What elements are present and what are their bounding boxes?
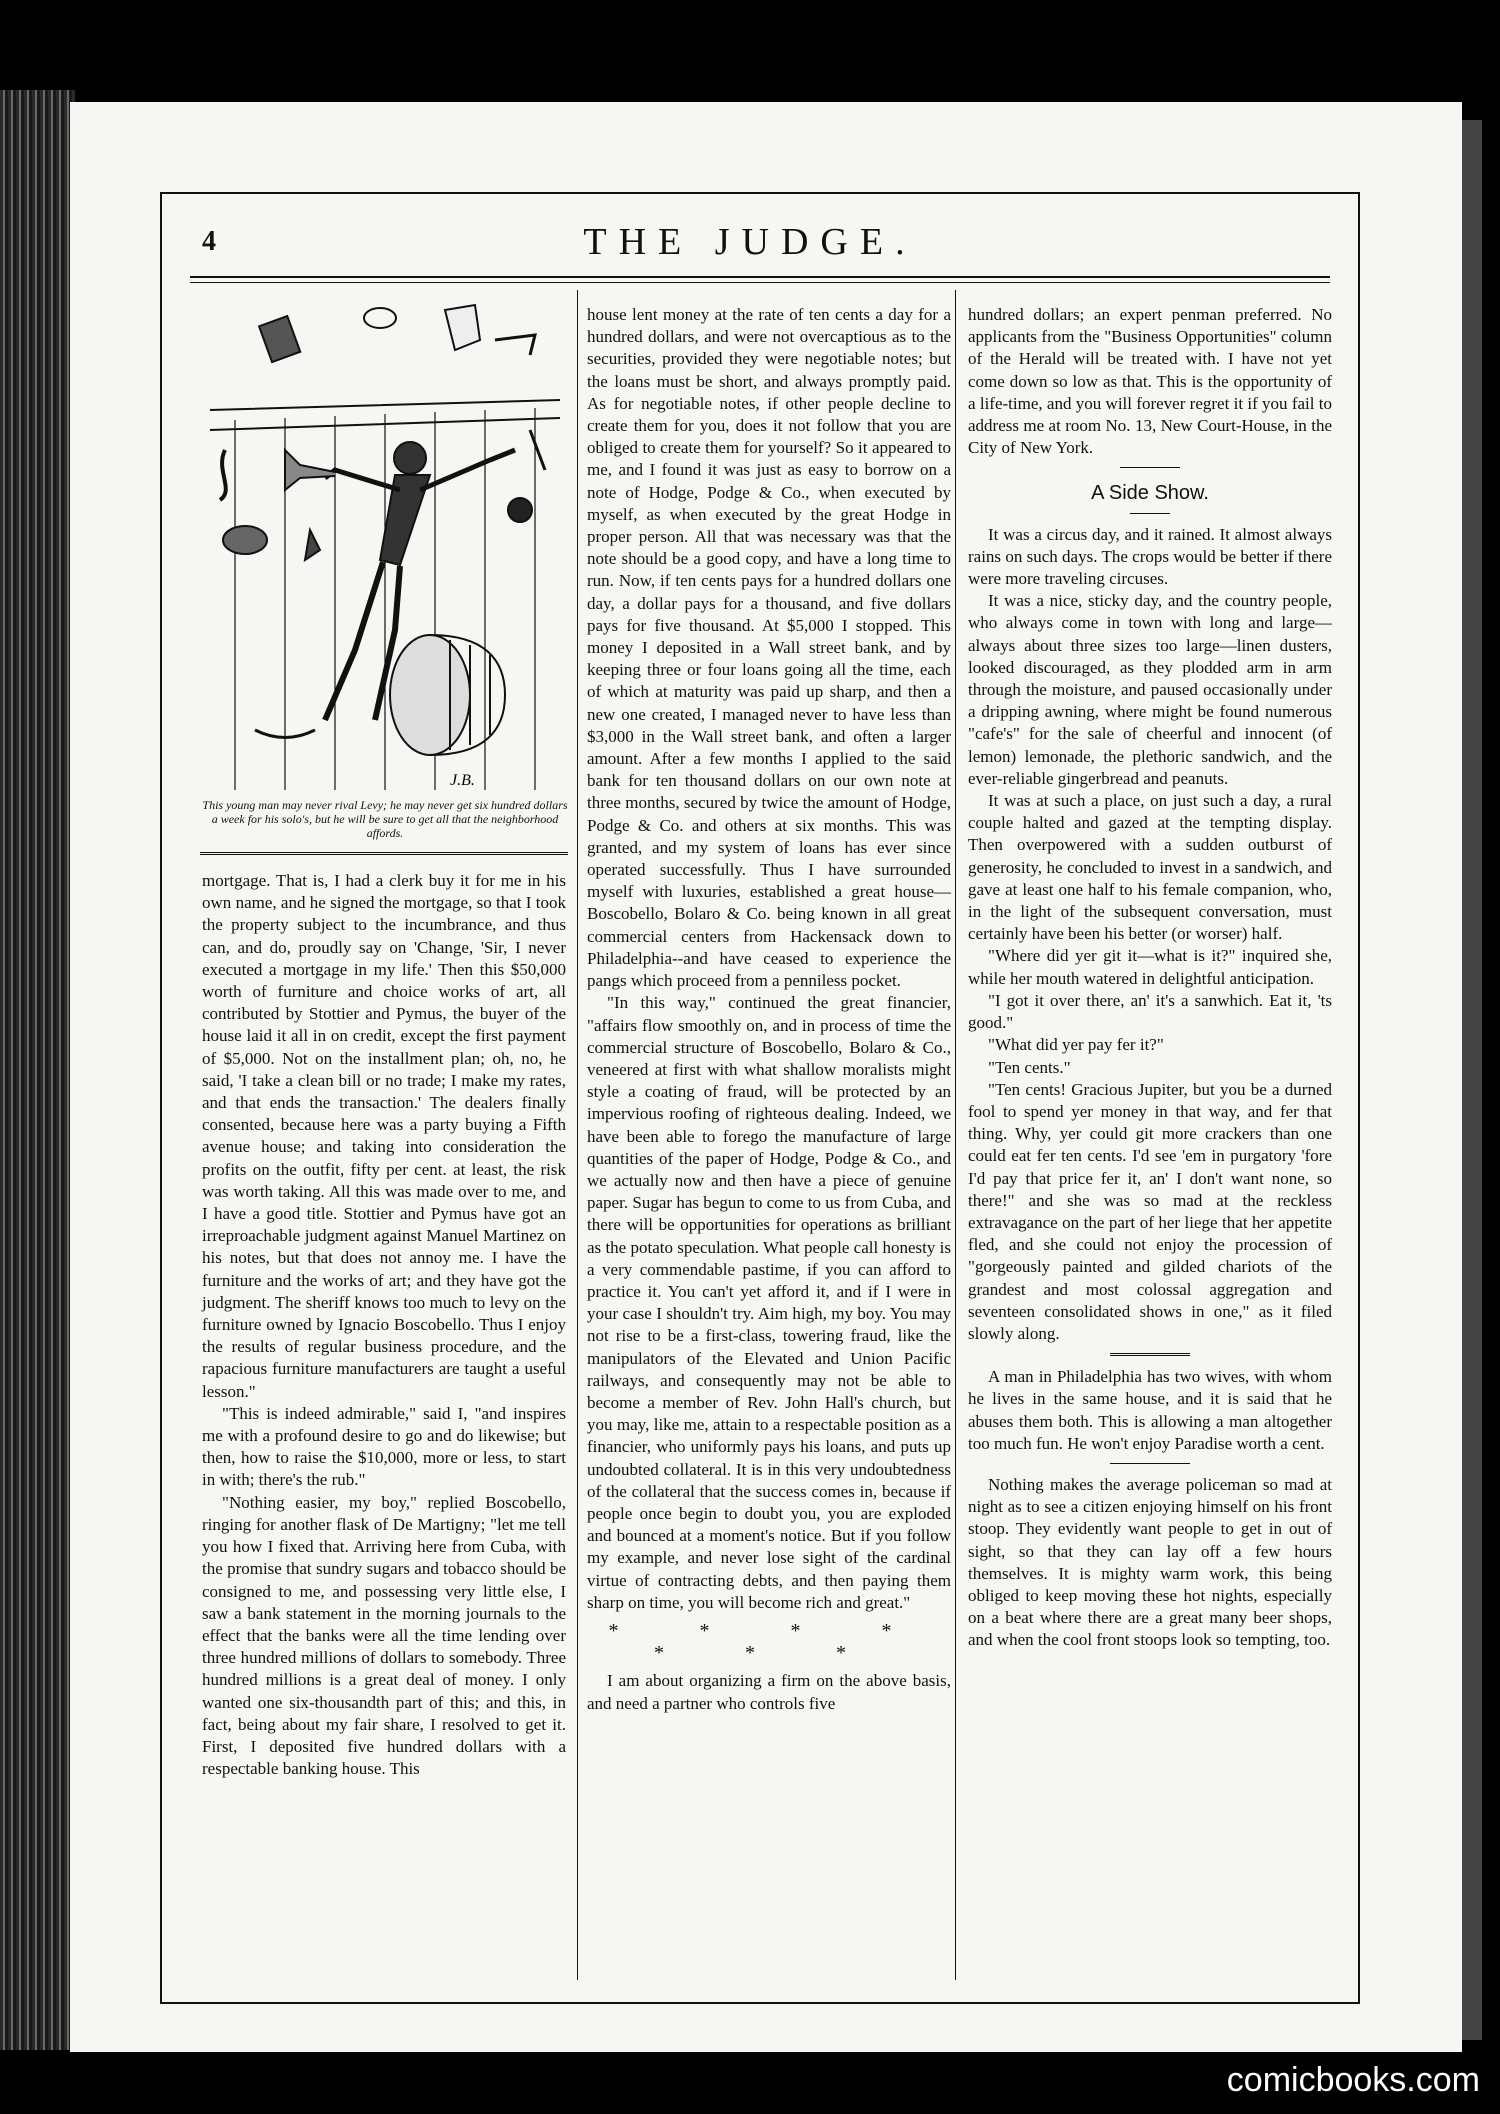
side-show-paragraph: "Ten cents." (988, 1057, 1071, 1077)
book-edge (0, 90, 75, 2050)
side-show-paragraph: It was a circus day, and it rained. It almost always rains on such days. The crops would be better if there were more traveling circuses. (968, 524, 1332, 589)
side-show-paragraph: "I got it over there, an' it's a sanwhich. Eat it, 'ts good." (968, 990, 1332, 1033)
caption-rule (200, 852, 568, 855)
col1-paragraph: "Nothing easier, my boy," replied Boscobello, ringing for another flask of De Martigny; "let me tell you how I fixed that. Arriving here from Cuba, with the promise that sundry sugars and tobacco should be consigned to me, and possessing very little else, I saw a bank statement in the morning journals to the effect that the banks were all the time lending over three hundred millions of dollars to somebody. Three hundred millions is a great deal of money. I only wanted one six-thousandth part of this; and this, in fact, being about my fair share, I resolved to get it. First, I deposited five hundred dollars with a respectable banking house. This (202, 1492, 566, 1779)
policeman-paragraph: Nothing makes the average policeman so mad at night as to see a citizen enjoying himself on his front stoop. They evidently want people to get in out of sight, so that they can lay off a few hours themselves. It is mighty warm work, this being obliged to keep moving these hot nights, especially on a beat where there are a great many beer shops, and when the cool front stoops look so tempting, too. (968, 1474, 1332, 1650)
col1-paragraph: mortgage. That is, I had a clerk buy it for me in his own name, and he signed the mortgage, so that I took the property subject to the incumbrance, and thus can, and do, proudly say on 'Change, 'Sir, I never executed a mortgage in my life.' Then this $50,000 worth of furniture and choice works of art, all contributed by Stottier and Pymus, the buyer of the house laid it all in on credit, except the first payment of $5,000. Not on the installment plan; oh, no, he said, 'I take a clean bill or no trade; I make my rates, and that ends the transaction.' The dealers finally consented, because here was a party buying a Fifth avenue house; and taking into consideration the profits on the outfit, fifty per cent. at least, the risk was worth taking. All this was made over to me, and I have a good title. Stottier and Pymus have got an irreproachable judgment against Manuel Martinez on his notes, but that does not annoy me. I have the furniture and the works of art; and they have got the judgment. The sheriff knows too much to levy on the furniture owned by Ignacio Boscobello. Thus I enjoy the results of regular business procedure, and the rapacious furniture manufacturers are taught a useful lesson." (202, 871, 566, 1401)
masthead-title: THE JUDGE. (583, 221, 917, 263)
column-1 (202, 870, 566, 1780)
col3-intro: hundred dollars; an expert penman preferred. No applicants from the "Business Opportunities" column of the Herald will be treated with. I have not yet come down so low as that. This is the opportunity of a life-time, and you will forever regret it if you fail to address me at room No. 13, New Court-House, in the City of New York. (968, 305, 1332, 458)
book-cover-edge (1462, 120, 1482, 2040)
divider (1110, 1353, 1190, 1356)
col2-paragraph: "In this way," continued the great financier, "affairs flow smoothly on, and in process of time the commercial structure of Boscobello, Bolaro & Co., veneered at first with what shallow moralists might style a coating of fraud, will be protected by an impervious roofing of righteous dealing. Indeed, we have been able to forego the manufacture of large quantities of the paper of Hodge, Podge & Co., and we actually now and then have a piece of genuine paper. Sugar has begun to come to us from Cuba, and there will be opportunities for operations as brilliant as the potato speculation. What people call honesty is a very commendable pastime, if you can afford to practice it. You can't yet afford it, and if I were in your case I shouldn't try. Aim high, my boy. You may not rise to be a first-class, towering fraud, like the manipulators of the Elevated and Union Pacific railways, and consequently may not be able to become a member of Rev. John Hall's church, but you may, like me, attain to a respectable position as a financier, who uniformly pays his loans, and puts up undoubted collateral. It is in this very undoubtedness of the collateral that the success comes in, because if people once begin to doubt you, you are exploded and bounced at a moment's notice. But if you follow my example, and never lose sight of the cardinal virtue of contracting debts, and then paying them sharp on time, you will become rich and great." (587, 993, 951, 1612)
cartoon-illustration (205, 300, 565, 800)
col1-paragraph: "This is indeed admirable," said I, "and inspires me with a profound desire to go and do likewise; but then, how to raise the $10,000, more or less, to start in with; there's the rub." (202, 1403, 566, 1490)
side-show-paragraph: "Where did yer git it—what is it?" inquired she, while her mouth watered in delightful anticipation. (968, 946, 1332, 988)
side-show-paragraph: "Ten cents! Gracious Jupiter, but you be a durned fool to spend yer money in that way, and fer that thing. Why, yer could git more crackers than one could eat fer ten cents. I'd see 'em in purgatory 'fore I'd pay that price fer it, an' I don't want none, so there!" and she was so mad at the reckless extravagance on the part of her liege that her appetite fled, and she could not enjoy the procession of "gorgeously painted and gilded chariots of the grandest and most colossal aggregation and seventeen consolidated shows in one," as it filed slowly along. (968, 1079, 1332, 1343)
column-divider (577, 290, 578, 1980)
column-divider (955, 290, 956, 1980)
side-show-paragraph: It was a nice, sticky day, and the country people, who always come in town with long and large—always about three sizes too large—linen dusters, looked discouraged, as they plodded arm in arm through the moisture, and paused occasionally under a dripping awning, where might be found numerous "cafe's" for the sale of cheerful and innocent (of lemon) lemonade, the plethoric sandwich, and the ever-reliable gingerbread and peanuts. (968, 591, 1332, 788)
illustration-caption: This young man may never rival Levy; he may never get six hundred dollars a week for his solo's, but he will be sure to get all that the neighborhood affords. (202, 798, 568, 840)
philadelphia-paragraph: A man in Philadelphia has two wives, with whom he lives in the same house, and it is said that he abuses them both. This is allowing a man altogether too much fun. He won't enjoy Paradise worth a cent. (968, 1367, 1332, 1453)
side-show-paragraph: It was at such a place, on just such a day, a rural couple halted and gazed at the tempting display. Then overpowered with a sudden outburst of generosity, he concluded to invest in a sandwich, and gave at least one half to his female companion, who, in the light of the subsequent conversation, must certainly have been his better (or worser) half. (968, 791, 1332, 944)
page-number: 4 (202, 226, 216, 257)
divider (1110, 1463, 1190, 1464)
divider (1120, 467, 1180, 468)
article-heading: A Side Show. (1091, 482, 1209, 505)
masthead-rule-thin (190, 282, 1330, 283)
col2-paragraph: I am about organizing a firm on the above basis, and need a partner who controls five (587, 1671, 951, 1713)
column-3 (968, 304, 1332, 1652)
watermark: comicbooks.com (1226, 2061, 1480, 2099)
masthead-rule (190, 276, 1330, 278)
divider (1130, 513, 1170, 514)
column-2 (587, 304, 951, 1715)
section-stars: * * * * * * * (608, 1619, 930, 1665)
col2-paragraph: house lent money at the rate of ten cents a day for a hundred dollars, and were not overcaptious as to the securities, provided they were negotiable notes; but the loans must be short, and always promptly paid. As for negotiable notes, if other people decline to create them for you, does it not follow that you are obliged to create them for yourself? So it appeared to me, and I found it was just as easy to borrow on a note of Hodge, Podge & Co., when executed by myself, as when executed by the great Hodge in proper person. All that was necessary was that the note should be a good copy, and have a long time to run. Now, if ten cents pays for a hundred dollars one day, a dollar pays for a thousand, and five dollars pays for five thousand. At $5,000 I stopped. This money I deposited in a Wall street bank, and by keeping three or four loans going all the time, each of which at maturity was paid up sharp, and then a new one created, I managed never to have less than $3,000 in the Wall street bank, and often a larger amount. After a few months I applied to the said bank for ten thousand dollars on our own note at three months, secured by twice the amount of Hodge, Podge & Co. and others at six months. This was granted, and my system of loans has ever since operated successfully. Thus I have surrounded myself with luxuries, established a great house—Boscobello, Bolaro & Co. being known in all great commercial centers from Hackensack down to Philadelphia--and have ceased to experience the pangs which proceed from a penniless pocket. (587, 305, 951, 991)
side-show-paragraph: "What did yer pay fer it?" (988, 1035, 1164, 1055)
illustration-signature: J.B. (450, 772, 475, 789)
